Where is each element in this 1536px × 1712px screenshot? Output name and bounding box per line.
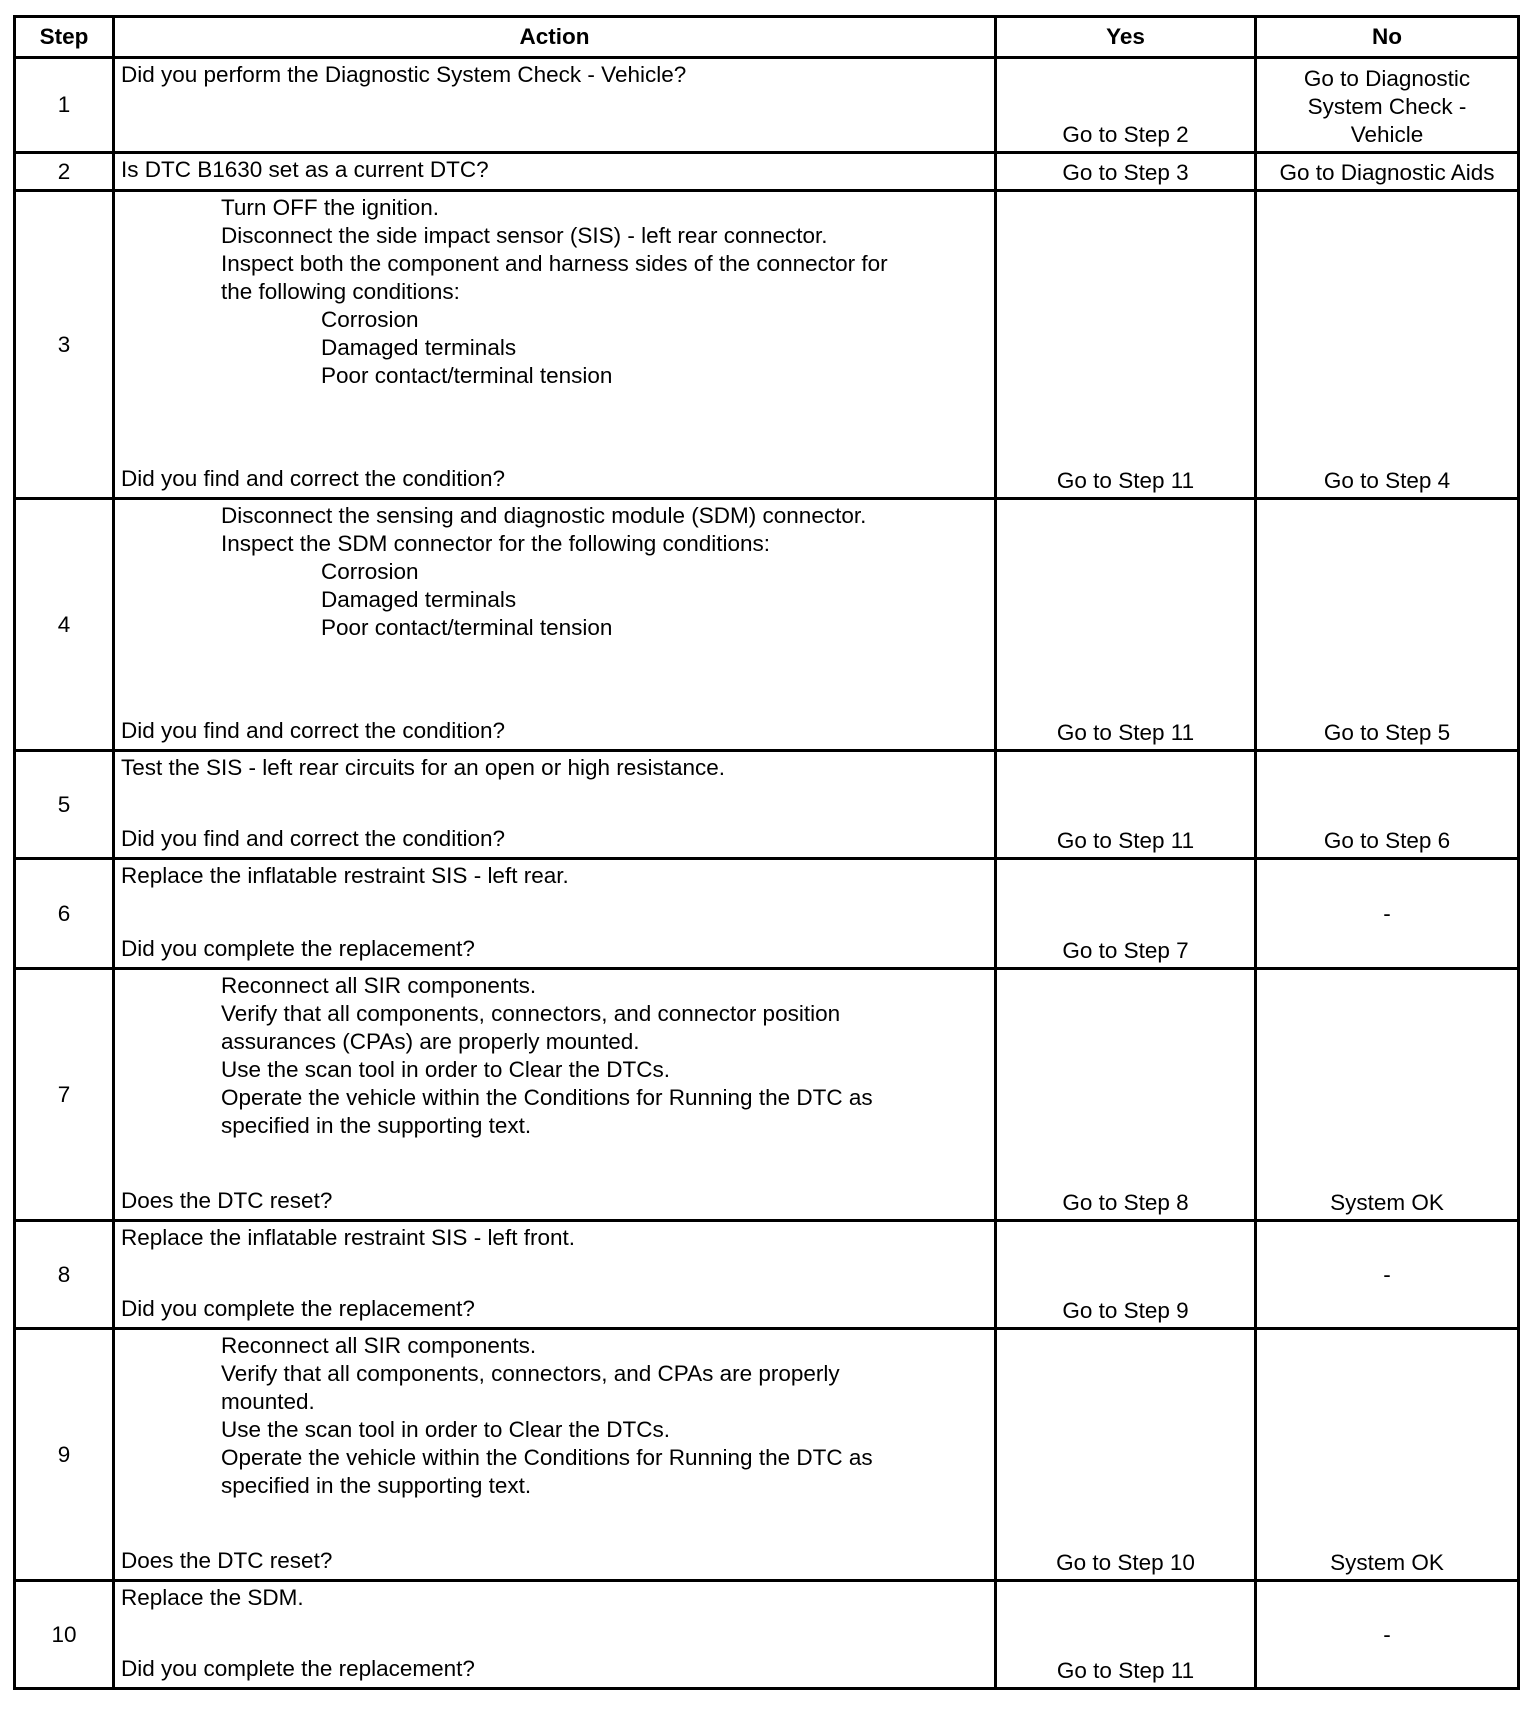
action-cell — [114, 499, 996, 751]
action-line: Damaged terminals — [321, 335, 517, 360]
action-line: Turn OFF the ignition. — [221, 195, 440, 220]
header-yes: Yes — [996, 17, 1256, 58]
yes-cell — [996, 1221, 1256, 1329]
step-number: 10 — [15, 1581, 114, 1689]
action-line: Reconnect all SIR components. — [221, 1333, 537, 1358]
step-number: 3 — [15, 191, 114, 499]
step-number: 9 — [15, 1329, 114, 1581]
action-instructions — [121, 1332, 988, 1500]
action-line: Operate the vehicle within the Conditions for Running the DTC as — [221, 1445, 873, 1470]
action-content — [115, 154, 994, 189]
action-line: assurances (CPAs) are properly mounted. — [221, 1029, 640, 1054]
step-number: 5 — [15, 751, 114, 859]
action-content — [115, 970, 994, 1219]
action-question: Did you complete the replacement? — [121, 936, 475, 961]
step-number: 6 — [15, 859, 114, 969]
no-answer — [1257, 1549, 1517, 1577]
table-row — [15, 499, 1519, 751]
no-answer — [1257, 1189, 1517, 1217]
table-row — [15, 58, 1519, 153]
no-answer — [1257, 827, 1517, 855]
action-question: Did you find and correct the condition? — [121, 466, 505, 491]
table-row — [15, 859, 1519, 969]
action-cell — [114, 153, 996, 191]
step-number: 4 — [15, 499, 114, 751]
yes-cell — [996, 751, 1256, 859]
yes-answer: Go to Step 11 — [1056, 828, 1195, 853]
action-line: the following conditions: — [221, 279, 460, 304]
action-content — [115, 500, 994, 749]
action-instructions — [121, 156, 988, 184]
action-line: Corrosion — [321, 559, 419, 584]
action-line: Replace the inflatable restraint SIS - left front. — [121, 1225, 575, 1250]
no-cell — [1256, 859, 1519, 969]
table-row — [15, 153, 1519, 191]
action-line: Inspect the SDM connector for the following conditions: — [221, 531, 771, 556]
yes-cell — [996, 58, 1256, 153]
yes-cell — [996, 969, 1256, 1221]
action-instructions — [121, 61, 988, 89]
yes-cell — [996, 1581, 1256, 1689]
yes-answer: Go to Step 9 — [1062, 1298, 1189, 1323]
no-cell — [1256, 191, 1519, 499]
yes-cell — [996, 1329, 1256, 1581]
yes-answer: Go to Step 11 — [1056, 1658, 1195, 1683]
action-content — [115, 59, 994, 151]
no-answer — [1257, 719, 1517, 747]
action-cell — [114, 191, 996, 499]
no-answer — [1257, 65, 1517, 149]
action-line: Verify that all components, connectors, and connector position — [221, 1001, 841, 1026]
action-question: Did you complete the replacement? — [121, 1296, 475, 1321]
action-question: Did you complete the replacement? — [121, 1656, 475, 1681]
action-line: Operate the vehicle within the Conditions for Running the DTC as — [221, 1085, 873, 1110]
no-cell — [1256, 1221, 1519, 1329]
action-line: Reconnect all SIR components. — [221, 973, 537, 998]
table-row — [15, 191, 1519, 499]
action-content — [115, 1330, 994, 1579]
action-line: Poor contact/terminal tension — [321, 615, 613, 640]
action-line: Disconnect the side impact sensor (SIS) - left rear connector. — [221, 223, 828, 248]
action-line: Use the scan tool in order to Clear the DTCs. — [221, 1417, 670, 1442]
yes-cell — [996, 191, 1256, 499]
yes-answer: Go to Step 3 — [1062, 160, 1189, 185]
no-answer — [1257, 1621, 1517, 1649]
yes-answer: Go to Step 11 — [1056, 468, 1195, 493]
action-cell — [114, 751, 996, 859]
step-number: 7 — [15, 969, 114, 1221]
no-cell — [1256, 751, 1519, 859]
action-line: Corrosion — [321, 307, 419, 332]
no-answer-line: Go to Diagnostic — [1303, 66, 1471, 91]
header-step: Step — [15, 17, 114, 58]
no-answer-line: Go to Step 4 — [1323, 468, 1451, 493]
header-action: Action — [114, 17, 996, 58]
action-instructions — [121, 1584, 988, 1612]
action-instructions — [121, 862, 988, 890]
no-cell — [1256, 58, 1519, 153]
action-line: Use the scan tool in order to Clear the DTCs. — [221, 1057, 670, 1082]
no-answer-line: - — [1383, 1261, 1391, 1287]
no-answer — [1257, 159, 1517, 187]
yes-answer: Go to Step 2 — [1062, 122, 1189, 147]
action-content — [115, 1222, 994, 1327]
no-answer-line: System OK — [1330, 1190, 1444, 1215]
table-row — [15, 1329, 1519, 1581]
action-cell — [114, 1221, 996, 1329]
action-line: Replace the inflatable restraint SIS - left rear. — [121, 863, 569, 888]
diagnostic-table — [13, 15, 1520, 1690]
header-no: No — [1256, 17, 1519, 58]
no-cell — [1256, 1581, 1519, 1689]
step-number: 1 — [15, 58, 114, 153]
action-content — [115, 192, 994, 497]
step-number: 8 — [15, 1221, 114, 1329]
no-answer-line: Go to Diagnostic Aids — [1279, 160, 1495, 185]
yes-cell — [996, 859, 1256, 969]
no-answer-line: System OK — [1330, 1550, 1444, 1575]
action-content — [115, 752, 994, 857]
action-instructions — [121, 754, 988, 782]
no-answer-line: - — [1383, 900, 1391, 926]
action-line: specified in the supporting text. — [221, 1113, 532, 1138]
action-cell — [114, 58, 996, 153]
no-answer-line: Vehicle — [1350, 122, 1424, 147]
table-row — [15, 1581, 1519, 1689]
table-row — [15, 1221, 1519, 1329]
no-answer — [1257, 1261, 1517, 1289]
no-answer-line: System Check - — [1307, 94, 1467, 119]
action-cell — [114, 1581, 996, 1689]
no-answer-line: Go to Step 5 — [1323, 720, 1451, 745]
yes-answer: Go to Step 10 — [1056, 1550, 1195, 1575]
action-instructions — [121, 972, 988, 1140]
action-instructions — [121, 194, 988, 390]
no-cell — [1256, 969, 1519, 1221]
action-content — [115, 860, 994, 967]
table-row — [15, 751, 1519, 859]
yes-answer: Go to Step 8 — [1062, 1190, 1189, 1215]
yes-cell — [996, 153, 1256, 191]
action-line: Is DTC B1630 set as a current DTC? — [121, 157, 489, 182]
diagnostic-table-container — [13, 15, 1517, 1690]
yes-cell — [996, 499, 1256, 751]
action-line: mounted. — [221, 1389, 315, 1414]
action-line: Verify that all components, connectors, and CPAs are properly — [221, 1361, 840, 1386]
yes-answer: Go to Step 7 — [1062, 938, 1189, 963]
action-line: Damaged terminals — [321, 587, 517, 612]
no-answer — [1257, 467, 1517, 495]
action-question: Does the DTC reset? — [121, 1548, 333, 1573]
action-line: specified in the supporting text. — [221, 1473, 532, 1498]
action-question: Does the DTC reset? — [121, 1188, 333, 1213]
no-answer-line: Go to Step 6 — [1323, 828, 1451, 853]
action-question: Did you find and correct the condition? — [121, 718, 505, 743]
table-row — [15, 969, 1519, 1221]
action-question: Did you find and correct the condition? — [121, 826, 505, 851]
action-line: Inspect both the component and harness sides of the connector for — [221, 251, 888, 276]
table-body — [15, 58, 1519, 1689]
action-line: Disconnect the sensing and diagnostic module (SDM) connector. — [221, 503, 867, 528]
action-cell — [114, 1329, 996, 1581]
action-cell — [114, 969, 996, 1221]
action-line: Poor contact/terminal tension — [321, 363, 613, 388]
yes-answer: Go to Step 11 — [1056, 720, 1195, 745]
step-number: 2 — [15, 153, 114, 191]
action-line: Did you perform the Diagnostic System Check - Vehicle? — [121, 62, 687, 87]
header-row — [15, 17, 1519, 58]
action-line: Test the SIS - left rear circuits for an open or high resistance. — [121, 755, 726, 780]
no-answer — [1257, 900, 1517, 928]
action-instructions — [121, 502, 988, 642]
no-cell — [1256, 1329, 1519, 1581]
action-cell — [114, 859, 996, 969]
action-instructions — [121, 1224, 988, 1252]
action-line: Replace the SDM. — [121, 1585, 304, 1610]
no-cell — [1256, 499, 1519, 751]
no-answer-line: - — [1383, 1621, 1391, 1647]
no-cell — [1256, 153, 1519, 191]
action-content — [115, 1582, 994, 1687]
